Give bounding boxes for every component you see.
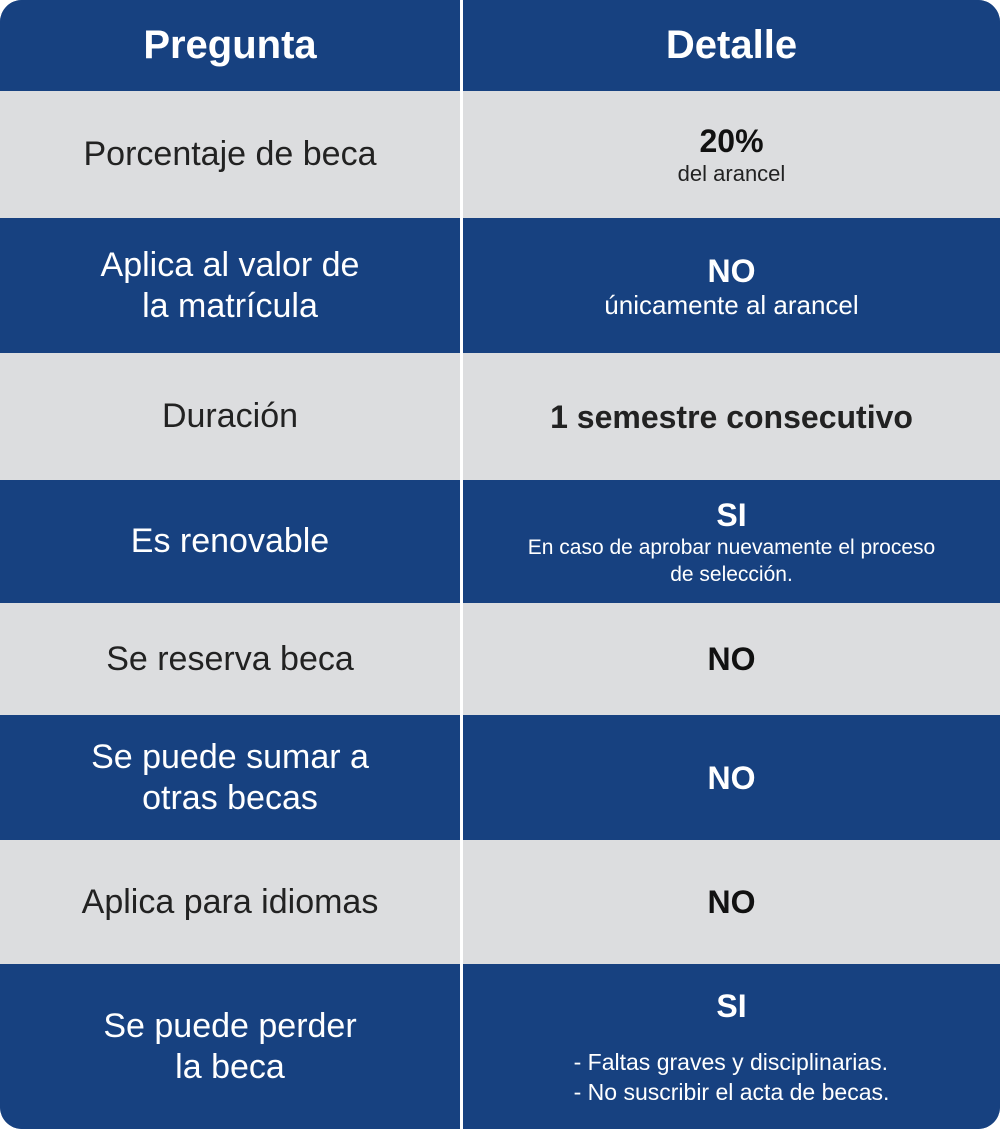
detail-main: NO — [707, 641, 756, 677]
detail-bullets — [574, 1047, 890, 1107]
question-text: Se reserva beca — [106, 639, 354, 678]
detail-sub: En caso de aprobar nuevamente el proceso de selección. — [527, 535, 936, 586]
table-row — [0, 840, 1000, 964]
question-text: Se puede sumar a otras becas — [91, 737, 369, 817]
detail-main: SI — [716, 987, 747, 1024]
bullet-item: - No suscribir el acta de becas. — [573, 1078, 890, 1105]
detail-sub: del arancel — [677, 160, 786, 186]
detail-main: 20% — [699, 122, 764, 159]
question-text: Es renovable — [130, 522, 330, 560]
bullet-item: - Faltas graves y disciplinarias. — [573, 1048, 889, 1075]
detail-sub: únicamente al arancel — [604, 289, 859, 320]
detail-main: NO — [707, 252, 756, 289]
table-row — [0, 353, 1000, 480]
question-text: Porcentaje de beca — [83, 135, 377, 173]
table-header — [0, 0, 1000, 91]
detail-main: SI — [716, 496, 747, 533]
detail-main: NO — [707, 760, 756, 796]
table-row — [0, 91, 1000, 218]
header-pregunta: Pregunta — [0, 0, 460, 91]
table-row — [0, 964, 1000, 1129]
table-row — [0, 480, 1000, 603]
detail-main: 1 semestre consecutivo — [550, 398, 913, 435]
table-row — [0, 715, 1000, 840]
question-text: Duración — [161, 397, 299, 435]
question-text: Aplica para idiomas — [81, 882, 379, 921]
table-row — [0, 218, 1000, 353]
header-detalle: Detalle — [463, 0, 1000, 91]
question-text: Se puede perder la beca — [103, 1006, 357, 1086]
table-row — [0, 603, 1000, 715]
detail-main: NO — [707, 884, 756, 920]
question-text: Aplica al valor de la matrícula — [100, 245, 360, 325]
